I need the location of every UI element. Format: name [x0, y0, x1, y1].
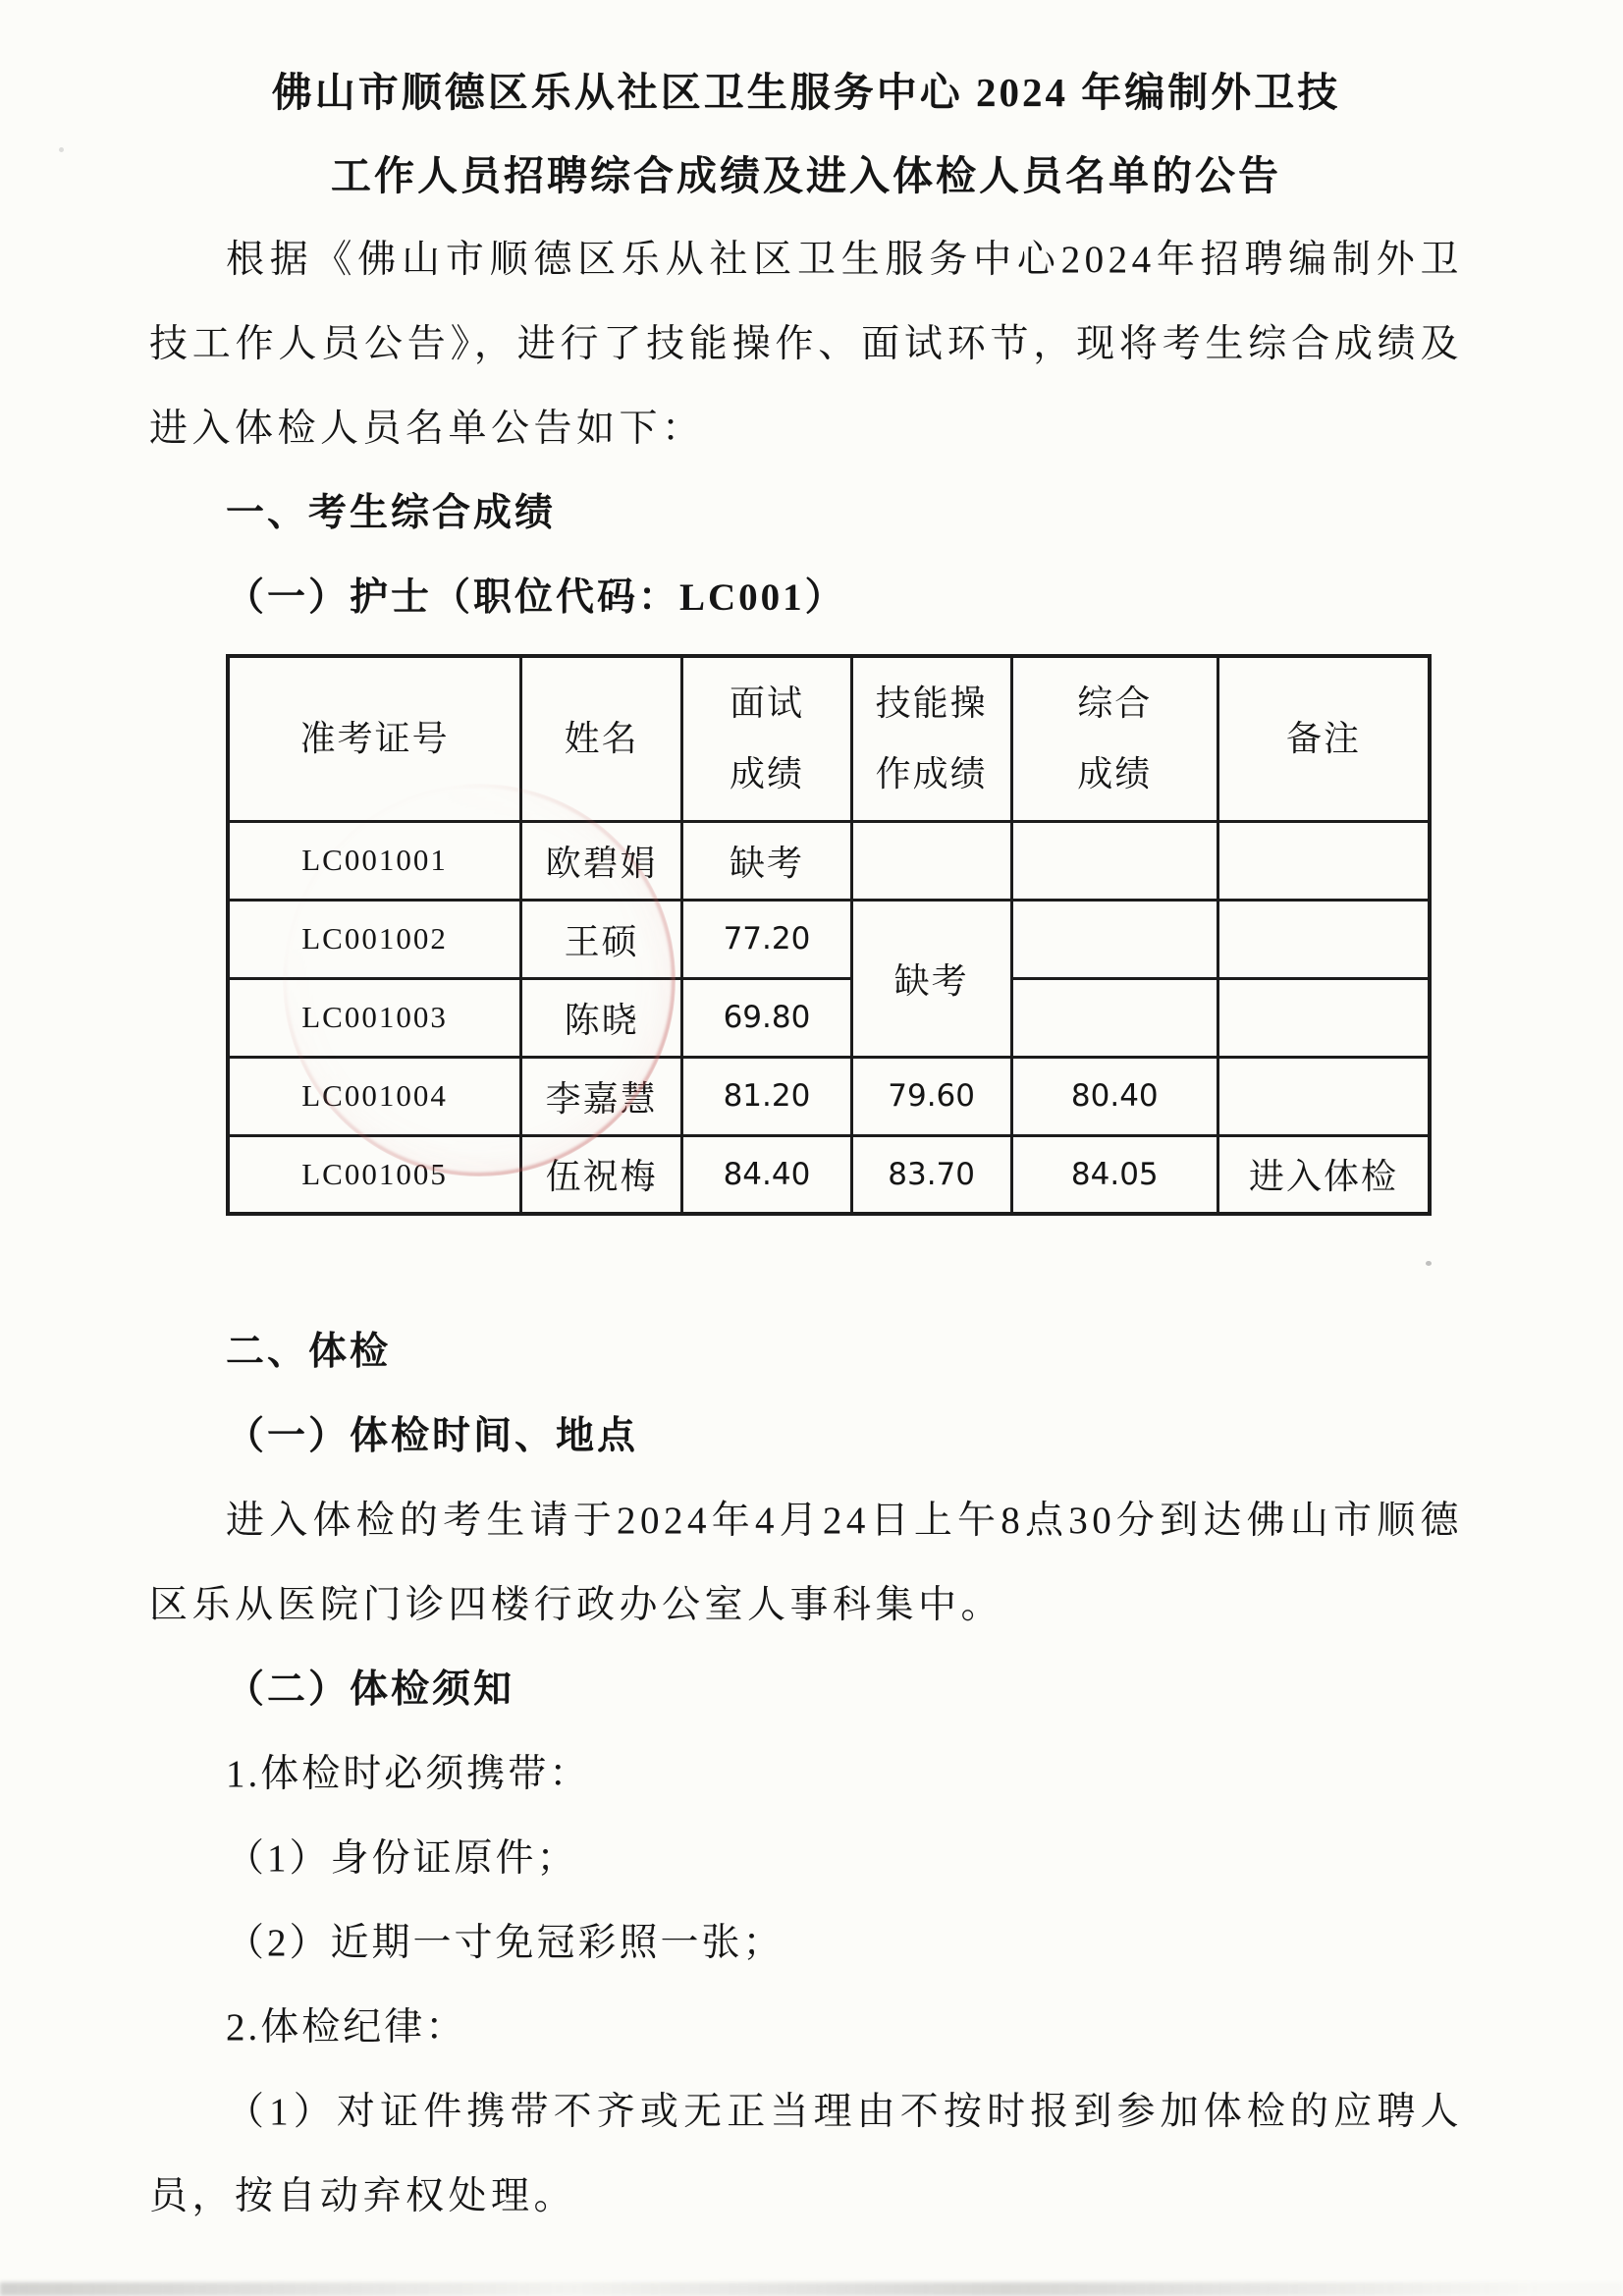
col-header-name: 姓名: [521, 656, 682, 821]
cell-interview: 84.40: [682, 1135, 852, 1214]
cell-interview: 81.20: [682, 1057, 852, 1135]
cell-name: 王硕: [521, 900, 682, 978]
cell-exam-id: LC001002: [228, 900, 521, 978]
document-body: [149, 51, 1463, 2239]
cell-name: 李嘉慧: [521, 1057, 682, 1135]
table-row: [228, 900, 1430, 978]
score-table: [226, 654, 1432, 1216]
cell-composite: [1011, 821, 1218, 900]
cell-exam-id: LC001003: [228, 978, 521, 1057]
col-header-exam-id: 准考证号: [228, 656, 521, 821]
section1-subheading: （一）护士（职位代码：LC001）: [226, 576, 846, 619]
table-row: [228, 1057, 1430, 1135]
table-header-row: [228, 656, 1430, 821]
section1-heading: 一、考生综合成绩: [226, 492, 557, 534]
cell-remark: [1218, 978, 1430, 1057]
table-row: [228, 978, 1430, 1057]
scan-speck: [1426, 1261, 1432, 1266]
col-header-skill-score: 技能操 作成绩: [851, 656, 1011, 821]
scan-edge-artifact: [0, 2282, 1623, 2296]
section2-heading: 二、体检: [226, 1331, 392, 1373]
document-title: [149, 51, 1463, 218]
cell-exam-id: LC001001: [228, 821, 521, 900]
table-row: [228, 821, 1430, 900]
cell-exam-id: LC001004: [228, 1057, 521, 1135]
cell-composite: [1011, 978, 1218, 1057]
cell-skill-merged: 缺考: [851, 900, 1011, 1057]
cell-name: 伍祝梅: [521, 1135, 682, 1214]
col-header-interview-score: 面试 成绩: [682, 656, 852, 821]
cell-exam-id: LC001005: [228, 1135, 521, 1214]
table-row: [228, 1135, 1430, 1214]
title-line-2: 工作人员招聘综合成绩及进入体检人员名单的公告: [331, 153, 1281, 198]
cell-remark: 进入体检: [1218, 1135, 1430, 1214]
col-header-composite-score: 综合 成绩: [1011, 656, 1218, 821]
cell-interview: 69.80: [682, 978, 852, 1057]
notice-item-1-2: （2）近期一寸免冠彩照一张；: [226, 1922, 784, 1964]
cell-interview: 缺考: [682, 821, 852, 900]
section2-sub1-heading: （一）体检时间、地点: [226, 1415, 639, 1457]
scan-speck: [59, 147, 64, 152]
cell-interview: 77.20: [682, 900, 852, 978]
cell-remark: [1218, 1057, 1430, 1135]
cell-composite: 84.05: [1011, 1135, 1218, 1214]
cell-name: 陈晓: [521, 978, 682, 1057]
section2-sub2-heading: （二）体检须知: [226, 1668, 515, 1711]
intro-paragraph: 根据《佛山市顺德区乐从社区卫生服务中心2024年招聘编制外卫技工作人员公告》，进行了技能操作、面试环节，现将考生综合成绩及进入体检人员名单公告如下：: [149, 239, 1463, 450]
notice-item-1-1: （1）身份证原件；: [226, 1837, 578, 1880]
cell-skill: 79.60: [851, 1057, 1011, 1135]
cell-remark: [1218, 900, 1430, 978]
notice-item-2: 2.体检纪律：: [226, 2006, 467, 2049]
cell-skill: [851, 821, 1011, 900]
notice-item-1: 1.体检时必须携带：: [226, 1753, 591, 1795]
cell-name: 欧碧娟: [521, 821, 682, 900]
cell-composite: [1011, 900, 1218, 978]
cell-skill: 83.70: [851, 1135, 1011, 1214]
title-line-1: 佛山市顺德区乐从社区卫生服务中心 2024 年编制外卫技: [271, 70, 1341, 115]
cell-composite: 80.40: [1011, 1057, 1218, 1135]
notice-item-2-1: （1）对证件携带不齐或无正当理由不按时报到参加体检的应聘人员，按自动弃权处理。: [149, 2091, 1463, 2217]
cell-remark: [1218, 821, 1430, 900]
col-header-remark: 备注: [1218, 656, 1430, 821]
physical-exam-time-paragraph: 进入体检的考生请于2024年4月24日上午8点30分到达佛山市顺德区乐从医院门诊四楼行政办公室人事科集中。: [149, 1500, 1463, 1626]
